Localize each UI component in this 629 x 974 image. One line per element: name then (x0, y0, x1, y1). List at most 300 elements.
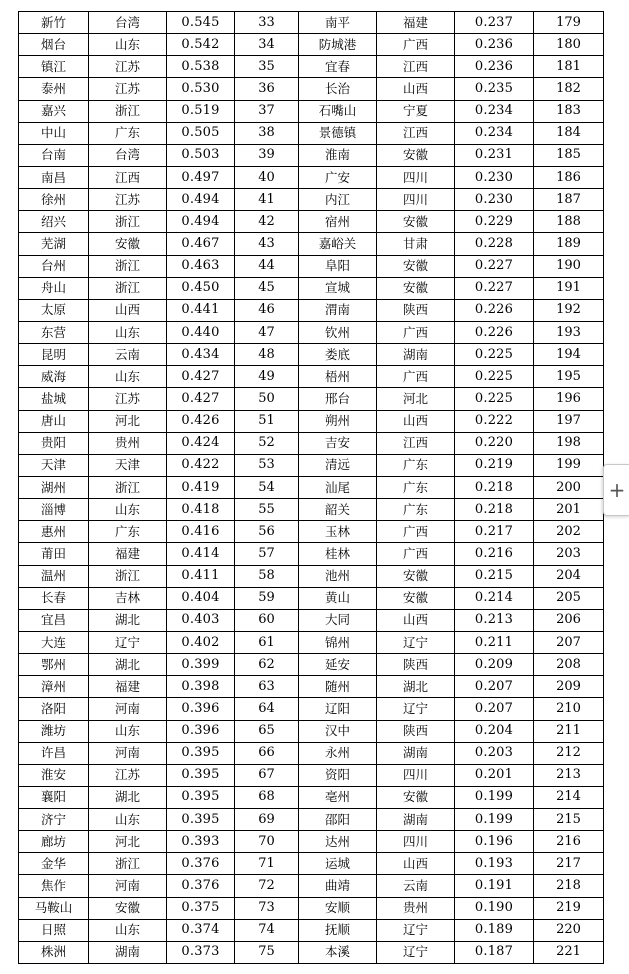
province-cell: 安徽 (377, 211, 455, 233)
rank-cell: 201 (534, 499, 604, 521)
city-cell: 朔州 (299, 410, 377, 432)
city-cell: 桂林 (299, 543, 377, 565)
province-cell: 湖北 (89, 654, 167, 676)
table-row (19, 809, 604, 831)
rank-cell: 42 (235, 211, 299, 233)
rank-cell: 212 (534, 742, 604, 764)
rank-cell: 73 (235, 897, 299, 919)
score-cell: 0.235 (455, 78, 534, 100)
city-cell: 嘉兴 (19, 100, 89, 122)
score-cell: 0.227 (455, 277, 534, 299)
province-cell: 广西 (377, 366, 455, 388)
city-cell: 许昌 (19, 742, 89, 764)
city-cell: 娄底 (299, 344, 377, 366)
score-cell: 0.427 (167, 366, 235, 388)
rank-cell: 68 (235, 786, 299, 808)
rank-cell: 71 (235, 853, 299, 875)
table-row (19, 56, 604, 78)
score-cell: 0.199 (455, 809, 534, 831)
rank-cell: 182 (534, 78, 604, 100)
table-row (19, 189, 604, 211)
province-cell: 浙江 (89, 476, 167, 498)
score-cell: 0.416 (167, 521, 235, 543)
score-cell: 0.207 (455, 698, 534, 720)
score-cell: 0.419 (167, 476, 235, 498)
rank-cell: 205 (534, 587, 604, 609)
city-cell: 宿州 (299, 211, 377, 233)
score-cell: 0.204 (455, 720, 534, 742)
city-cell: 台州 (19, 255, 89, 277)
province-cell: 广东 (377, 454, 455, 476)
score-cell: 0.226 (455, 321, 534, 343)
province-cell: 广西 (377, 521, 455, 543)
table-row (19, 543, 604, 565)
table-row (19, 897, 604, 919)
rank-cell: 193 (534, 321, 604, 343)
score-cell: 0.211 (455, 631, 534, 653)
province-cell: 湖北 (377, 676, 455, 698)
province-cell: 安徽 (377, 277, 455, 299)
rank-cell: 200 (534, 476, 604, 498)
city-cell: 内江 (299, 189, 377, 211)
province-cell: 江西 (377, 56, 455, 78)
city-cell: 湖州 (19, 476, 89, 498)
province-cell: 山西 (89, 299, 167, 321)
province-cell: 台湾 (89, 12, 167, 34)
table-row (19, 609, 604, 631)
score-cell: 0.187 (455, 941, 534, 963)
table-row (19, 211, 604, 233)
province-cell: 甘肃 (377, 233, 455, 255)
table-row (19, 698, 604, 720)
city-cell: 中山 (19, 122, 89, 144)
city-cell: 大同 (299, 609, 377, 631)
table-row (19, 233, 604, 255)
rank-cell: 195 (534, 366, 604, 388)
city-cell: 威海 (19, 366, 89, 388)
province-cell: 江西 (377, 122, 455, 144)
province-cell: 山东 (89, 321, 167, 343)
score-cell: 0.403 (167, 609, 235, 631)
province-cell: 山东 (89, 720, 167, 742)
rank-cell: 214 (534, 786, 604, 808)
rank-cell: 199 (534, 454, 604, 476)
city-cell: 吉安 (299, 432, 377, 454)
table-row (19, 432, 604, 454)
city-cell: 日照 (19, 919, 89, 941)
score-cell: 0.467 (167, 233, 235, 255)
province-cell: 云南 (377, 875, 455, 897)
city-cell: 梧州 (299, 366, 377, 388)
rank-cell: 55 (235, 499, 299, 521)
rank-cell: 180 (534, 34, 604, 56)
score-cell: 0.545 (167, 12, 235, 34)
city-cell: 辽阳 (299, 698, 377, 720)
province-cell: 山西 (377, 410, 455, 432)
province-cell: 浙江 (89, 100, 167, 122)
province-cell: 宁夏 (377, 100, 455, 122)
rank-cell: 66 (235, 742, 299, 764)
rank-cell: 37 (235, 100, 299, 122)
city-cell: 济宁 (19, 809, 89, 831)
rank-cell: 51 (235, 410, 299, 432)
score-cell: 0.376 (167, 853, 235, 875)
province-cell: 浙江 (89, 853, 167, 875)
score-cell: 0.376 (167, 875, 235, 897)
score-cell: 0.414 (167, 543, 235, 565)
province-cell: 湖南 (377, 809, 455, 831)
table-row (19, 853, 604, 875)
province-cell: 河北 (89, 831, 167, 853)
province-cell: 云南 (89, 344, 167, 366)
table-row (19, 122, 604, 144)
score-cell: 0.402 (167, 631, 235, 653)
table-row (19, 12, 604, 34)
rank-cell: 204 (534, 565, 604, 587)
province-cell: 安徽 (377, 144, 455, 166)
province-cell: 广东 (89, 122, 167, 144)
rank-cell: 74 (235, 919, 299, 941)
table-row (19, 654, 604, 676)
province-cell: 广东 (89, 521, 167, 543)
score-cell: 0.217 (455, 521, 534, 543)
rank-cell: 62 (235, 654, 299, 676)
province-cell: 贵州 (89, 432, 167, 454)
province-cell: 山西 (377, 853, 455, 875)
score-cell: 0.220 (455, 432, 534, 454)
rank-cell: 197 (534, 410, 604, 432)
table-row (19, 78, 604, 100)
province-cell: 江苏 (89, 764, 167, 786)
table-row (19, 476, 604, 498)
rank-cell: 72 (235, 875, 299, 897)
score-cell: 0.190 (455, 897, 534, 919)
rank-cell: 186 (534, 166, 604, 188)
city-cell: 台南 (19, 144, 89, 166)
city-cell: 韶关 (299, 499, 377, 521)
city-cell: 永州 (299, 742, 377, 764)
score-cell: 0.538 (167, 56, 235, 78)
province-cell: 山东 (89, 499, 167, 521)
score-cell: 0.418 (167, 499, 235, 521)
city-cell: 绍兴 (19, 211, 89, 233)
province-cell: 四川 (377, 831, 455, 853)
city-cell: 防城港 (299, 34, 377, 56)
plus-icon: + (608, 478, 626, 502)
city-cell: 株洲 (19, 941, 89, 963)
province-cell: 陕西 (377, 654, 455, 676)
province-cell: 四川 (377, 189, 455, 211)
city-cell: 池州 (299, 565, 377, 587)
table-row (19, 321, 604, 343)
rank-cell: 38 (235, 122, 299, 144)
rank-cell: 215 (534, 809, 604, 831)
city-cell: 黄山 (299, 587, 377, 609)
score-cell: 0.530 (167, 78, 235, 100)
score-cell: 0.424 (167, 432, 235, 454)
rank-cell: 65 (235, 720, 299, 742)
table-row (19, 764, 604, 786)
rank-cell: 216 (534, 831, 604, 853)
province-cell: 四川 (377, 764, 455, 786)
score-cell: 0.213 (455, 609, 534, 631)
province-cell: 湖南 (377, 344, 455, 366)
rank-cell: 75 (235, 941, 299, 963)
city-cell: 唐山 (19, 410, 89, 432)
city-cell: 鄂州 (19, 654, 89, 676)
province-cell: 湖北 (89, 609, 167, 631)
province-cell: 辽宁 (377, 941, 455, 963)
rank-cell: 187 (534, 189, 604, 211)
province-cell: 贵州 (377, 897, 455, 919)
rank-cell: 206 (534, 609, 604, 631)
city-cell: 南平 (299, 12, 377, 34)
city-cell: 邢台 (299, 388, 377, 410)
rank-cell: 184 (534, 122, 604, 144)
rank-cell: 61 (235, 631, 299, 653)
score-cell: 0.203 (455, 742, 534, 764)
city-cell: 石嘴山 (299, 100, 377, 122)
score-cell: 0.542 (167, 34, 235, 56)
rank-cell: 36 (235, 78, 299, 100)
rank-cell: 188 (534, 211, 604, 233)
province-cell: 吉林 (89, 587, 167, 609)
score-cell: 0.395 (167, 809, 235, 831)
rank-cell: 185 (534, 144, 604, 166)
province-cell: 湖南 (377, 742, 455, 764)
province-cell: 浙江 (89, 565, 167, 587)
score-cell: 0.236 (455, 56, 534, 78)
city-cell: 长治 (299, 78, 377, 100)
table-row (19, 565, 604, 587)
province-cell: 福建 (89, 543, 167, 565)
rank-cell: 198 (534, 432, 604, 454)
province-cell: 浙江 (89, 211, 167, 233)
rank-cell: 202 (534, 521, 604, 543)
province-cell: 福建 (89, 676, 167, 698)
rank-cell: 57 (235, 543, 299, 565)
province-cell: 广西 (377, 543, 455, 565)
add-row-button[interactable] (603, 464, 629, 516)
province-cell: 辽宁 (89, 631, 167, 653)
rank-cell: 221 (534, 941, 604, 963)
score-cell: 0.215 (455, 565, 534, 587)
city-cell: 潍坊 (19, 720, 89, 742)
score-cell: 0.228 (455, 233, 534, 255)
score-cell: 0.440 (167, 321, 235, 343)
city-cell: 惠州 (19, 521, 89, 543)
province-cell: 山东 (89, 366, 167, 388)
city-cell: 盐城 (19, 388, 89, 410)
city-cell: 新竹 (19, 12, 89, 34)
city-cell: 淮安 (19, 764, 89, 786)
city-cell: 景德镇 (299, 122, 377, 144)
rank-cell: 220 (534, 919, 604, 941)
city-cell: 昆明 (19, 344, 89, 366)
city-cell: 安顺 (299, 897, 377, 919)
rank-cell: 207 (534, 631, 604, 653)
score-cell: 0.234 (455, 122, 534, 144)
score-cell: 0.395 (167, 786, 235, 808)
province-cell: 江苏 (89, 78, 167, 100)
table-row (19, 919, 604, 941)
score-cell: 0.450 (167, 277, 235, 299)
city-cell: 天津 (19, 454, 89, 476)
table-row (19, 499, 604, 521)
province-cell: 江西 (89, 166, 167, 188)
score-cell: 0.214 (455, 587, 534, 609)
table-row (19, 676, 604, 698)
rank-cell: 45 (235, 277, 299, 299)
table-row (19, 521, 604, 543)
rank-cell: 67 (235, 764, 299, 786)
city-cell: 汕尾 (299, 476, 377, 498)
province-cell: 四川 (377, 166, 455, 188)
rank-cell: 56 (235, 521, 299, 543)
rank-cell: 192 (534, 299, 604, 321)
table-row (19, 941, 604, 963)
province-cell: 天津 (89, 454, 167, 476)
score-cell: 0.426 (167, 410, 235, 432)
score-cell: 0.374 (167, 919, 235, 941)
table-body (19, 12, 604, 964)
rank-cell: 218 (534, 875, 604, 897)
province-cell: 河南 (89, 875, 167, 897)
rank-cell: 41 (235, 189, 299, 211)
rank-cell: 60 (235, 609, 299, 631)
province-cell: 福建 (377, 12, 455, 34)
rank-cell: 211 (534, 720, 604, 742)
province-cell: 广东 (377, 476, 455, 498)
province-cell: 湖北 (89, 786, 167, 808)
table-row (19, 587, 604, 609)
rank-cell: 46 (235, 299, 299, 321)
score-cell: 0.236 (455, 34, 534, 56)
rank-cell: 190 (534, 255, 604, 277)
province-cell: 安徽 (89, 233, 167, 255)
city-ranking-table (18, 11, 604, 964)
rank-cell: 219 (534, 897, 604, 919)
rank-cell: 181 (534, 56, 604, 78)
score-cell: 0.231 (455, 144, 534, 166)
city-cell: 达州 (299, 831, 377, 853)
city-cell: 莆田 (19, 543, 89, 565)
city-cell: 大连 (19, 631, 89, 653)
score-cell: 0.227 (455, 255, 534, 277)
province-cell: 江苏 (89, 388, 167, 410)
score-cell: 0.218 (455, 476, 534, 498)
score-cell: 0.196 (455, 831, 534, 853)
city-cell: 漳州 (19, 676, 89, 698)
city-cell: 随州 (299, 676, 377, 698)
city-cell: 烟台 (19, 34, 89, 56)
province-cell: 浙江 (89, 255, 167, 277)
rank-cell: 213 (534, 764, 604, 786)
province-cell: 山东 (89, 34, 167, 56)
rank-cell: 217 (534, 853, 604, 875)
city-cell: 贵阳 (19, 432, 89, 454)
city-cell: 芜湖 (19, 233, 89, 255)
city-cell: 运城 (299, 853, 377, 875)
table-row (19, 742, 604, 764)
city-cell: 廊坊 (19, 831, 89, 853)
rank-cell: 34 (235, 34, 299, 56)
score-cell: 0.191 (455, 875, 534, 897)
score-cell: 0.207 (455, 676, 534, 698)
city-cell: 宣城 (299, 277, 377, 299)
score-cell: 0.434 (167, 344, 235, 366)
rank-cell: 189 (534, 233, 604, 255)
score-cell: 0.505 (167, 122, 235, 144)
province-cell: 辽宁 (377, 698, 455, 720)
score-cell: 0.237 (455, 12, 534, 34)
score-cell: 0.222 (455, 410, 534, 432)
province-cell: 辽宁 (377, 919, 455, 941)
score-cell: 0.230 (455, 189, 534, 211)
score-cell: 0.497 (167, 166, 235, 188)
city-cell: 延安 (299, 654, 377, 676)
rank-cell: 47 (235, 321, 299, 343)
rank-cell: 40 (235, 166, 299, 188)
score-cell: 0.225 (455, 388, 534, 410)
score-cell: 0.193 (455, 853, 534, 875)
rank-cell: 196 (534, 388, 604, 410)
rank-cell: 48 (235, 344, 299, 366)
city-cell: 淄博 (19, 499, 89, 521)
score-cell: 0.398 (167, 676, 235, 698)
score-cell: 0.209 (455, 654, 534, 676)
score-cell: 0.404 (167, 587, 235, 609)
province-cell: 山东 (89, 919, 167, 941)
rank-cell: 59 (235, 587, 299, 609)
rank-cell: 50 (235, 388, 299, 410)
rank-cell: 58 (235, 565, 299, 587)
score-cell: 0.216 (455, 543, 534, 565)
city-cell: 阜阳 (299, 255, 377, 277)
table-row (19, 631, 604, 653)
province-cell: 安徽 (377, 786, 455, 808)
city-cell: 钦州 (299, 321, 377, 343)
table-row (19, 344, 604, 366)
score-cell: 0.441 (167, 299, 235, 321)
city-cell: 太原 (19, 299, 89, 321)
rank-cell: 209 (534, 676, 604, 698)
score-cell: 0.494 (167, 189, 235, 211)
score-cell: 0.396 (167, 698, 235, 720)
city-cell: 南昌 (19, 166, 89, 188)
city-cell: 洛阳 (19, 698, 89, 720)
city-cell: 焦作 (19, 875, 89, 897)
city-cell: 温州 (19, 565, 89, 587)
city-cell: 邵阳 (299, 809, 377, 831)
score-cell: 0.494 (167, 211, 235, 233)
province-cell: 江苏 (89, 56, 167, 78)
score-cell: 0.225 (455, 344, 534, 366)
table-row (19, 875, 604, 897)
city-cell: 淮南 (299, 144, 377, 166)
table-row (19, 786, 604, 808)
province-cell: 河北 (377, 388, 455, 410)
score-cell: 0.226 (455, 299, 534, 321)
rank-cell: 179 (534, 12, 604, 34)
province-cell: 山西 (377, 609, 455, 631)
province-cell: 河北 (89, 410, 167, 432)
city-cell: 嘉峪关 (299, 233, 377, 255)
city-cell: 抚顺 (299, 919, 377, 941)
score-cell: 0.375 (167, 897, 235, 919)
score-cell: 0.225 (455, 366, 534, 388)
city-cell: 本溪 (299, 941, 377, 963)
